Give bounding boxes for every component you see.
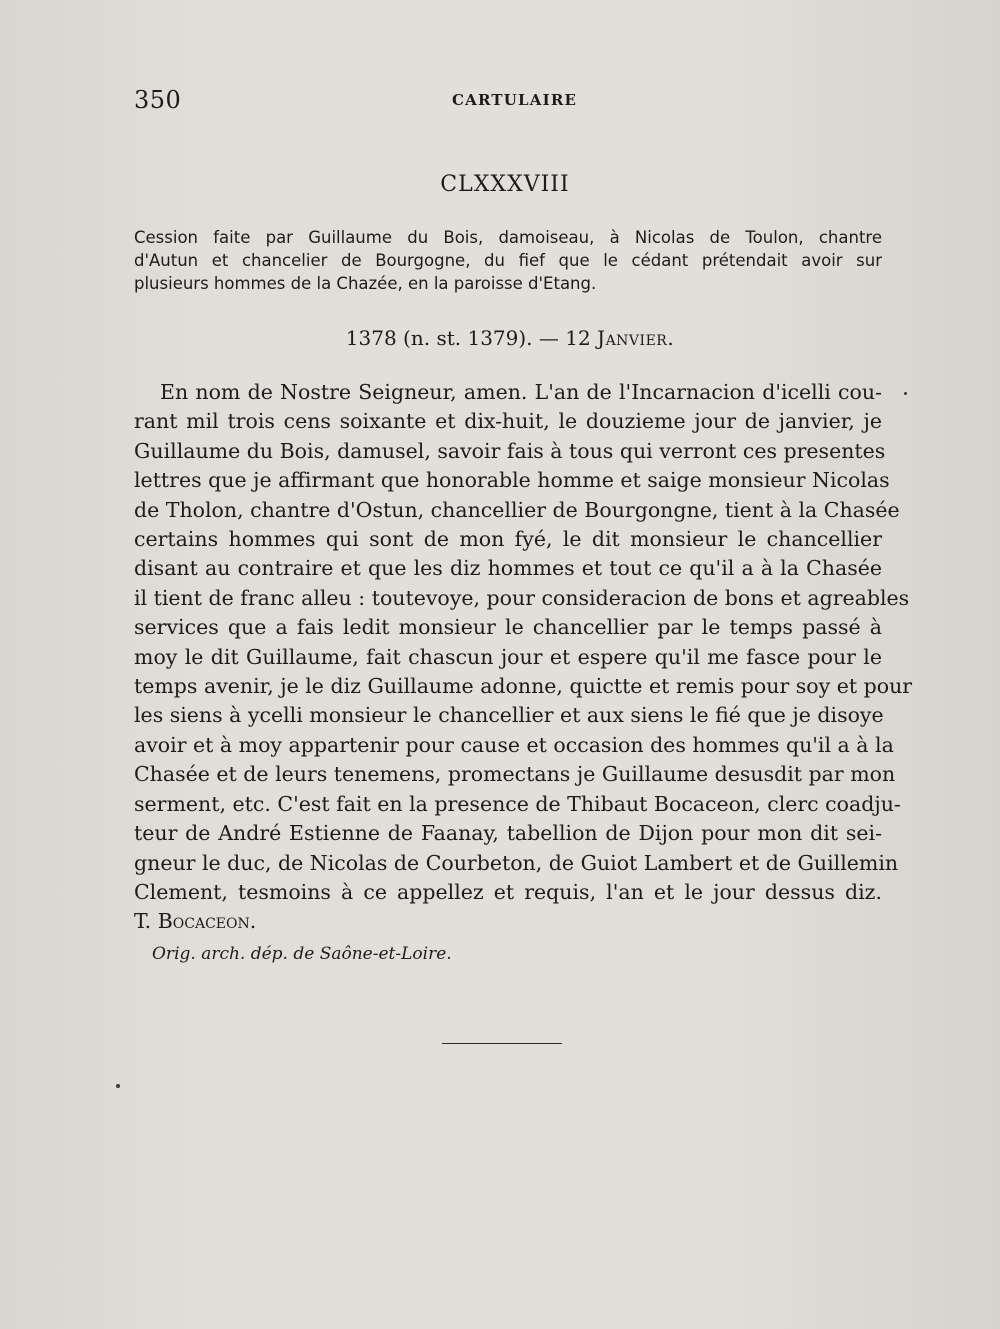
paper-speck (904, 392, 907, 395)
source-reference: Orig. arch. dép. de Saône-et-Loire. (152, 944, 452, 964)
running-head (134, 86, 882, 116)
page-number: 350 (134, 86, 182, 114)
body-line: de Tholon, chantre d'Ostun, chancellier de Bourgongne, tient à la Chasée (134, 497, 900, 522)
body-line: En nom de Nostre Seigneur, amen. L'an de l'Incarnacion d'icelli cou- (160, 380, 882, 404)
body-line: services que a fais ledit monsieur le chancellier par le temps passé à (134, 615, 882, 640)
body-line: serment, etc. C'est fait en la presence de Thibaut Bocaceon, clerc coadju- (134, 791, 901, 816)
body-line: Chasée et de leurs tenemens, promectans je Guillaume desusdit par mon (134, 762, 896, 787)
summary-line: plusieurs hommes de la Chazée, en la paroisse d'Etang. (134, 274, 597, 293)
signature-prefix: T. (134, 909, 158, 934)
charter-date-month: Janvier. (597, 326, 675, 350)
charter-summary (134, 226, 882, 295)
body-line: il tient de franc alleu : toutevoye, pour consideracion de bons et agreables (134, 585, 910, 610)
charter-date-prefix: 1378 (n. st. 1379). — 12 (345, 326, 598, 350)
charter-date (0, 326, 1000, 350)
summary-line: Cession faite par Guillaume du Bois, damoiseau, à Nicolas de Toulon, chantre (134, 228, 882, 247)
body-line: certains hommes qui sont de mon fyé, le dit monsieur le chancellier (134, 527, 882, 552)
body-line: Clement, tesmoins à ce appellez et requis, l'an et le jour dessus diz. (134, 879, 882, 904)
running-title: CARTULAIRE (452, 91, 578, 109)
body-line: Guillaume du Bois, damusel, savoir fais à tous qui verront ces presentes (134, 438, 886, 463)
charter-body (134, 378, 913, 937)
body-line: temps avenir, je le diz Guillaume adonne, quictte et remis pour soy et pour (134, 674, 913, 699)
body-line: les siens à ycelli monsieur le chancellier et aux siens le fié que je disoye (134, 703, 884, 728)
body-line: avoir et à moy appartenir pour cause et occasion des hommes qu'il a à la (134, 732, 894, 757)
signature-line (134, 907, 882, 936)
body-line: lettres que je affirmant que honorable homme et saige monsieur Nicolas (134, 468, 890, 493)
body-line: rant mil trois cens soixante et dix-huit, le douzieme jour de janvier, je (134, 409, 882, 434)
summary-line: d'Autun et chancelier de Bourgogne, du fief que le cédant prétendait avoir sur (134, 251, 882, 270)
signature-name: Bocaceon. (157, 909, 257, 934)
end-rule (442, 1043, 562, 1044)
charter-number: CLXXXVIII (440, 172, 570, 197)
body-line: gneur le duc, de Nicolas de Courbeton, de Guiot Lambert et de Guillemin (134, 850, 899, 875)
body-line: disant au contraire et que les diz hommes et tout ce qu'il a à la Chasée (134, 556, 882, 581)
body-line: moy le dit Guillaume, fait chascun jour et espere qu'il me fasce pour le (134, 644, 882, 669)
body-line: teur de André Estienne de Faanay, tabellion de Dijon pour mon dit sei- (134, 821, 882, 846)
paper-speck (116, 1084, 120, 1088)
